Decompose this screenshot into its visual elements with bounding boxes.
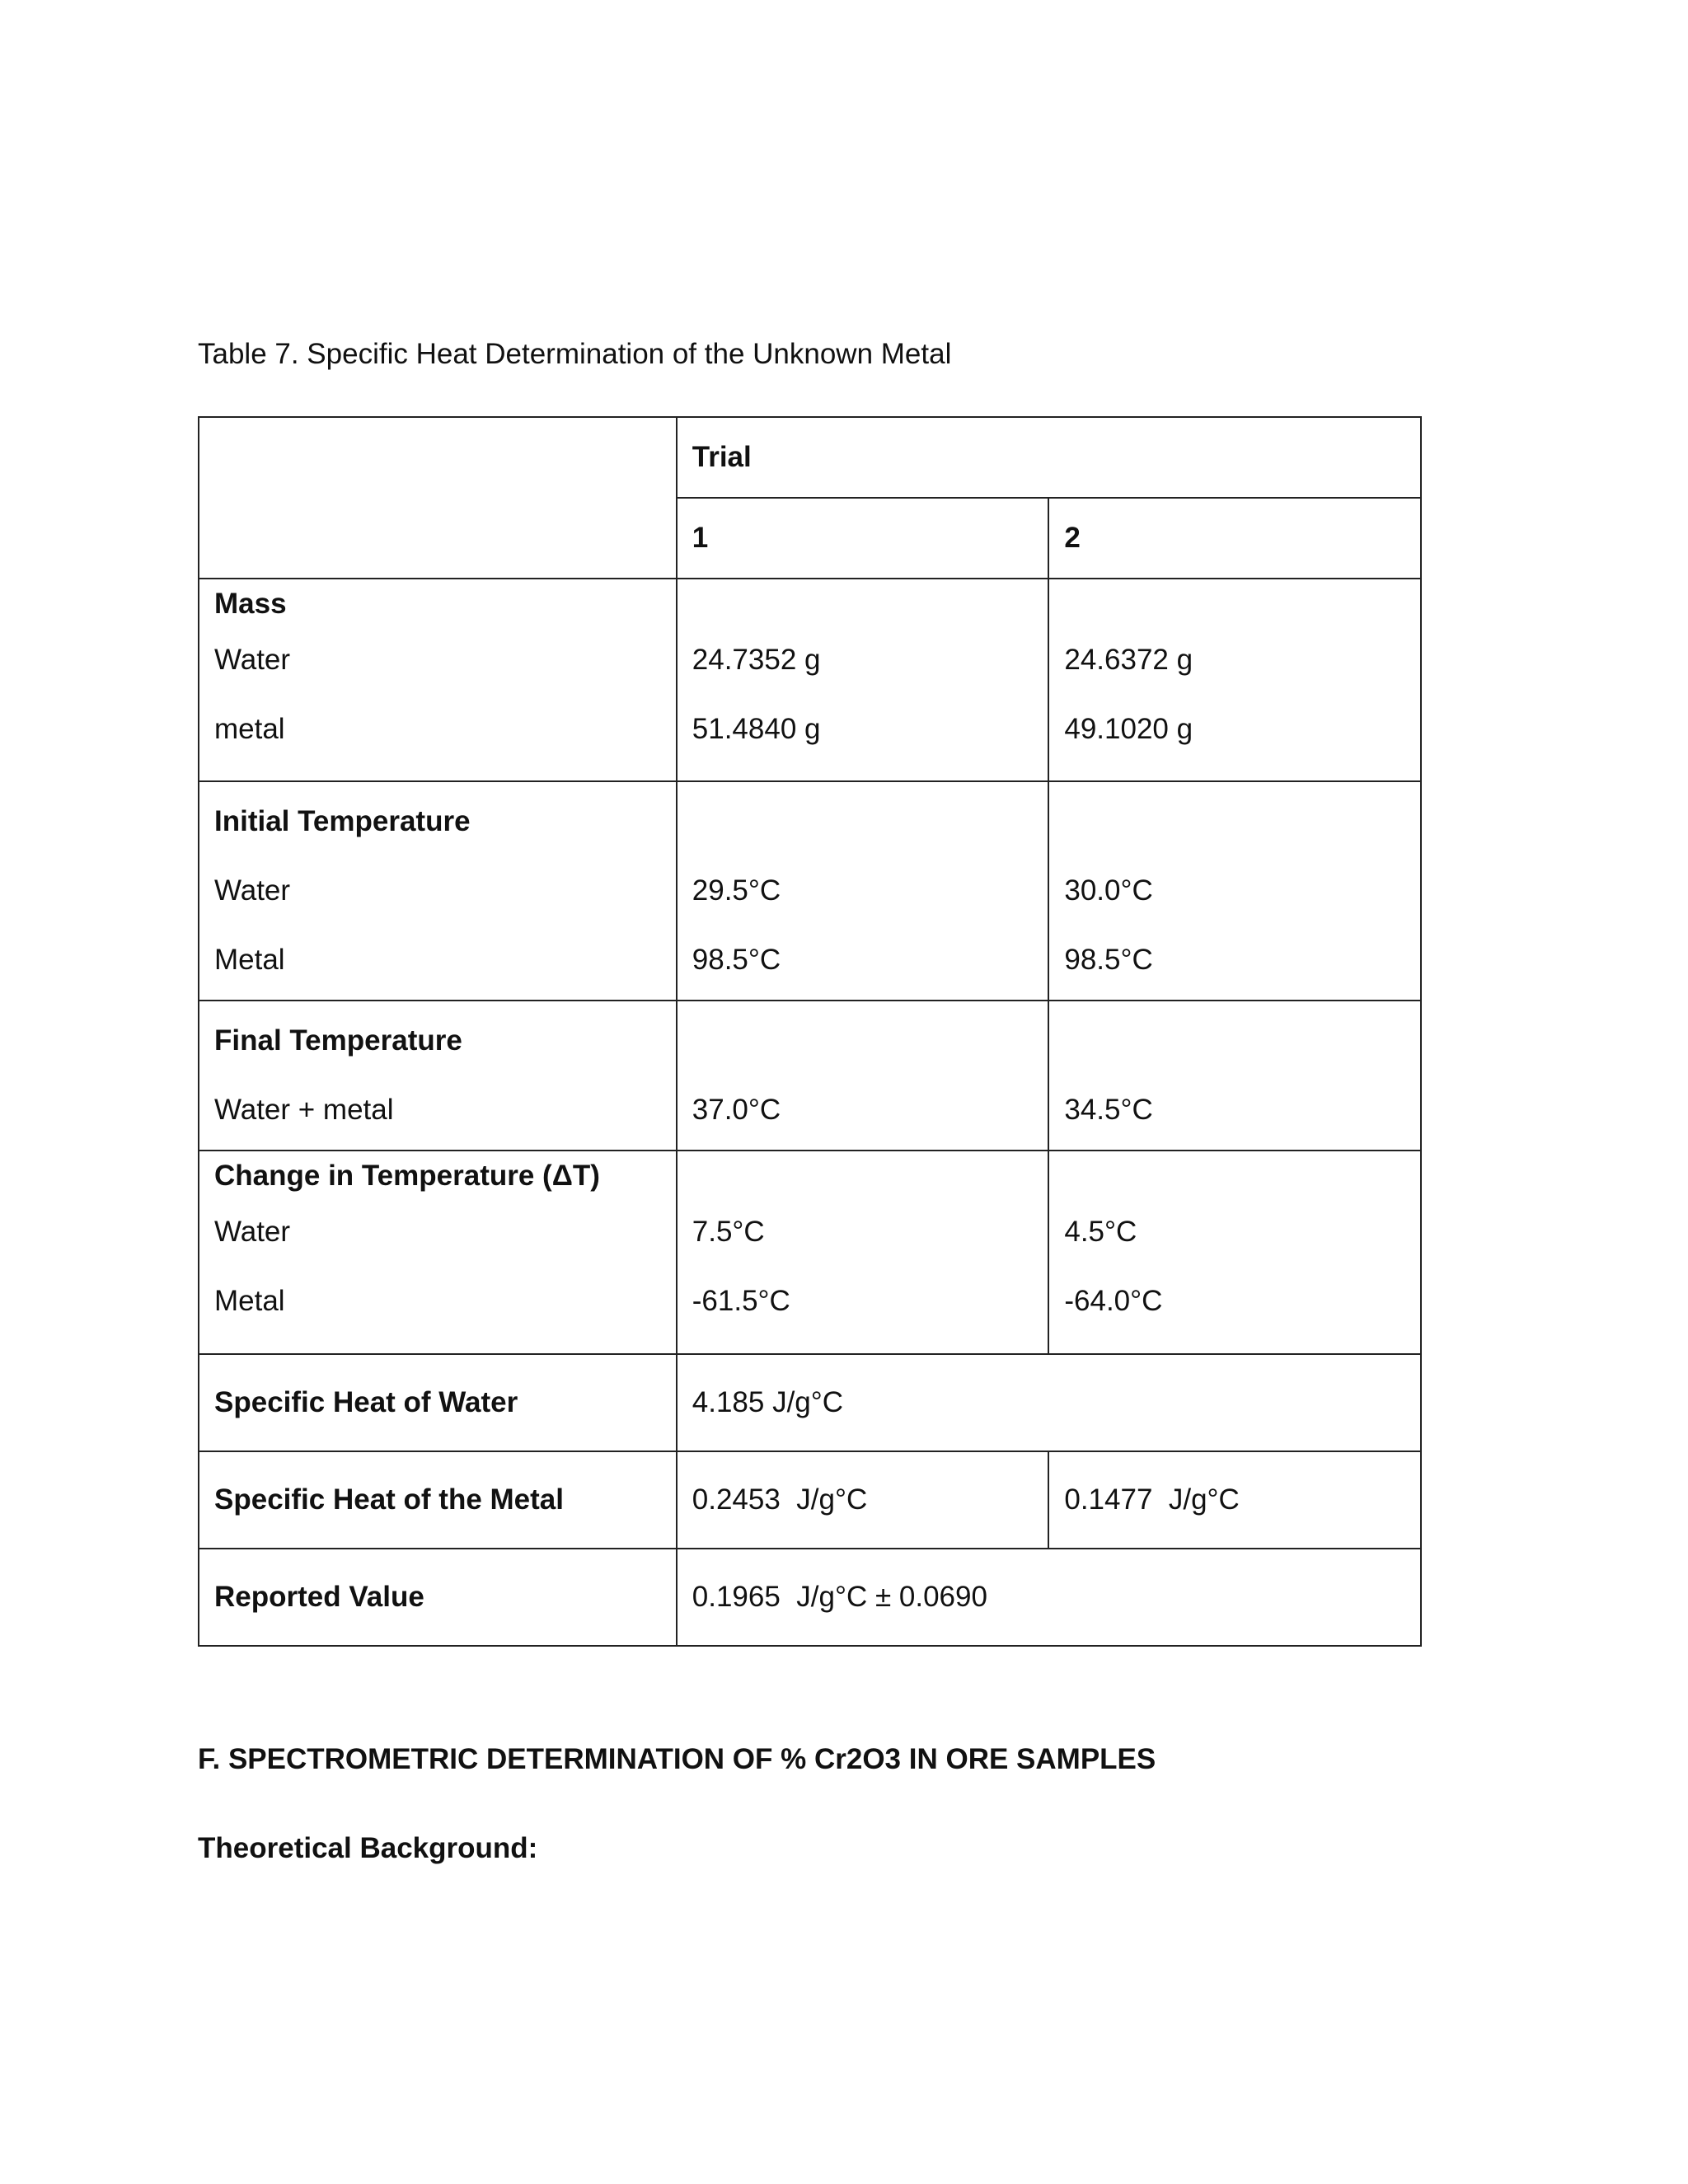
reported-value-value: 0.1965 J/g°C ± 0.0690 (677, 1549, 1421, 1646)
initial-temp-metal-label: Metal (214, 944, 285, 976)
table-corner-cell (199, 417, 677, 579)
reported-value-label: Reported Value (199, 1549, 677, 1646)
delta-temp-label: Change in Temperature (ΔT) (214, 1160, 600, 1192)
theoretical-background-heading: Theoretical Background: (198, 1832, 538, 1864)
delta-temp-metal-trial-1: -61.5°C (692, 1285, 790, 1317)
final-temp-label: Final Temperature (214, 1024, 462, 1057)
table-row-change-in-temperature (199, 1151, 1421, 1354)
final-temp-trial-1-cell (677, 1001, 1049, 1151)
initial-temp-metal-trial-2: 98.5°C (1064, 944, 1153, 976)
mass-metal-trial-2: 49.1020 g (1064, 713, 1193, 745)
final-temp-mix-trial-1: 37.0°C (692, 1094, 781, 1126)
mass-label: Mass (214, 588, 287, 620)
section-f-heading: F. SPECTROMETRIC DETERMINATION OF % Cr2O3 IN ORE SAMPLES (198, 1743, 1156, 1775)
initial-temp-label: Initial Temperature (214, 805, 471, 837)
delta-temp-metal-label: Metal (214, 1285, 285, 1317)
delta-temp-metal-trial-2: -64.0°C (1064, 1285, 1163, 1317)
specific-heat-metal-trial-2: 0.1477 J/g°C (1048, 1451, 1421, 1549)
specific-heat-water-label: Specific Heat of Water (199, 1354, 677, 1451)
mass-water-trial-1: 24.7352 g (692, 644, 821, 676)
trial-2-header: 2 (1048, 498, 1421, 579)
final-temp-label-cell (199, 1001, 677, 1151)
specific-heat-metal-trial-1: 0.2453 J/g°C (677, 1451, 1049, 1549)
final-temp-mix-trial-2: 34.5°C (1064, 1094, 1153, 1126)
mass-label-cell (199, 579, 677, 781)
table-row-specific-heat-water (199, 1354, 1421, 1451)
table-row-specific-heat-metal (199, 1451, 1421, 1549)
initial-temp-water-trial-2: 30.0°C (1064, 874, 1153, 907)
initial-temp-water-trial-1: 29.5°C (692, 874, 781, 907)
mass-water-trial-2: 24.6372 g (1064, 644, 1193, 676)
delta-temp-label-cell (199, 1151, 677, 1354)
mass-water-label: Water (214, 644, 291, 676)
table-row-reported-value (199, 1549, 1421, 1646)
delta-temp-water-label: Water (214, 1216, 291, 1248)
table-row-mass (199, 579, 1421, 781)
specific-heat-water-value: 4.185 J/g°C (677, 1354, 1421, 1451)
delta-temp-water-trial-1: 7.5°C (692, 1216, 765, 1248)
final-temp-mix-label: Water + metal (214, 1094, 394, 1126)
table-row-final-temperature (199, 1001, 1421, 1151)
table-header-row-trial (199, 417, 1421, 498)
trial-1-header: 1 (677, 498, 1049, 579)
specific-heat-metal-label: Specific Heat of the Metal (199, 1451, 677, 1549)
initial-temp-trial-2-cell (1048, 781, 1421, 1001)
initial-temp-water-label: Water (214, 874, 291, 907)
specific-heat-table (198, 416, 1422, 1647)
final-temp-trial-2-cell (1048, 1001, 1421, 1151)
delta-temp-trial-1-cell (677, 1151, 1049, 1354)
initial-temp-metal-trial-1: 98.5°C (692, 944, 781, 976)
initial-temp-label-cell (199, 781, 677, 1001)
trial-header: Trial (677, 417, 1421, 498)
mass-metal-label: metal (214, 713, 285, 745)
table-row-initial-temperature (199, 781, 1421, 1001)
mass-metal-trial-1: 51.4840 g (692, 713, 821, 745)
initial-temp-trial-1-cell (677, 781, 1049, 1001)
mass-trial-2-cell (1048, 579, 1421, 781)
delta-temp-water-trial-2: 4.5°C (1064, 1216, 1137, 1248)
delta-temp-trial-2-cell (1048, 1151, 1421, 1354)
mass-trial-1-cell (677, 579, 1049, 781)
table-caption: Table 7. Specific Heat Determination of the Unknown Metal (198, 338, 952, 370)
